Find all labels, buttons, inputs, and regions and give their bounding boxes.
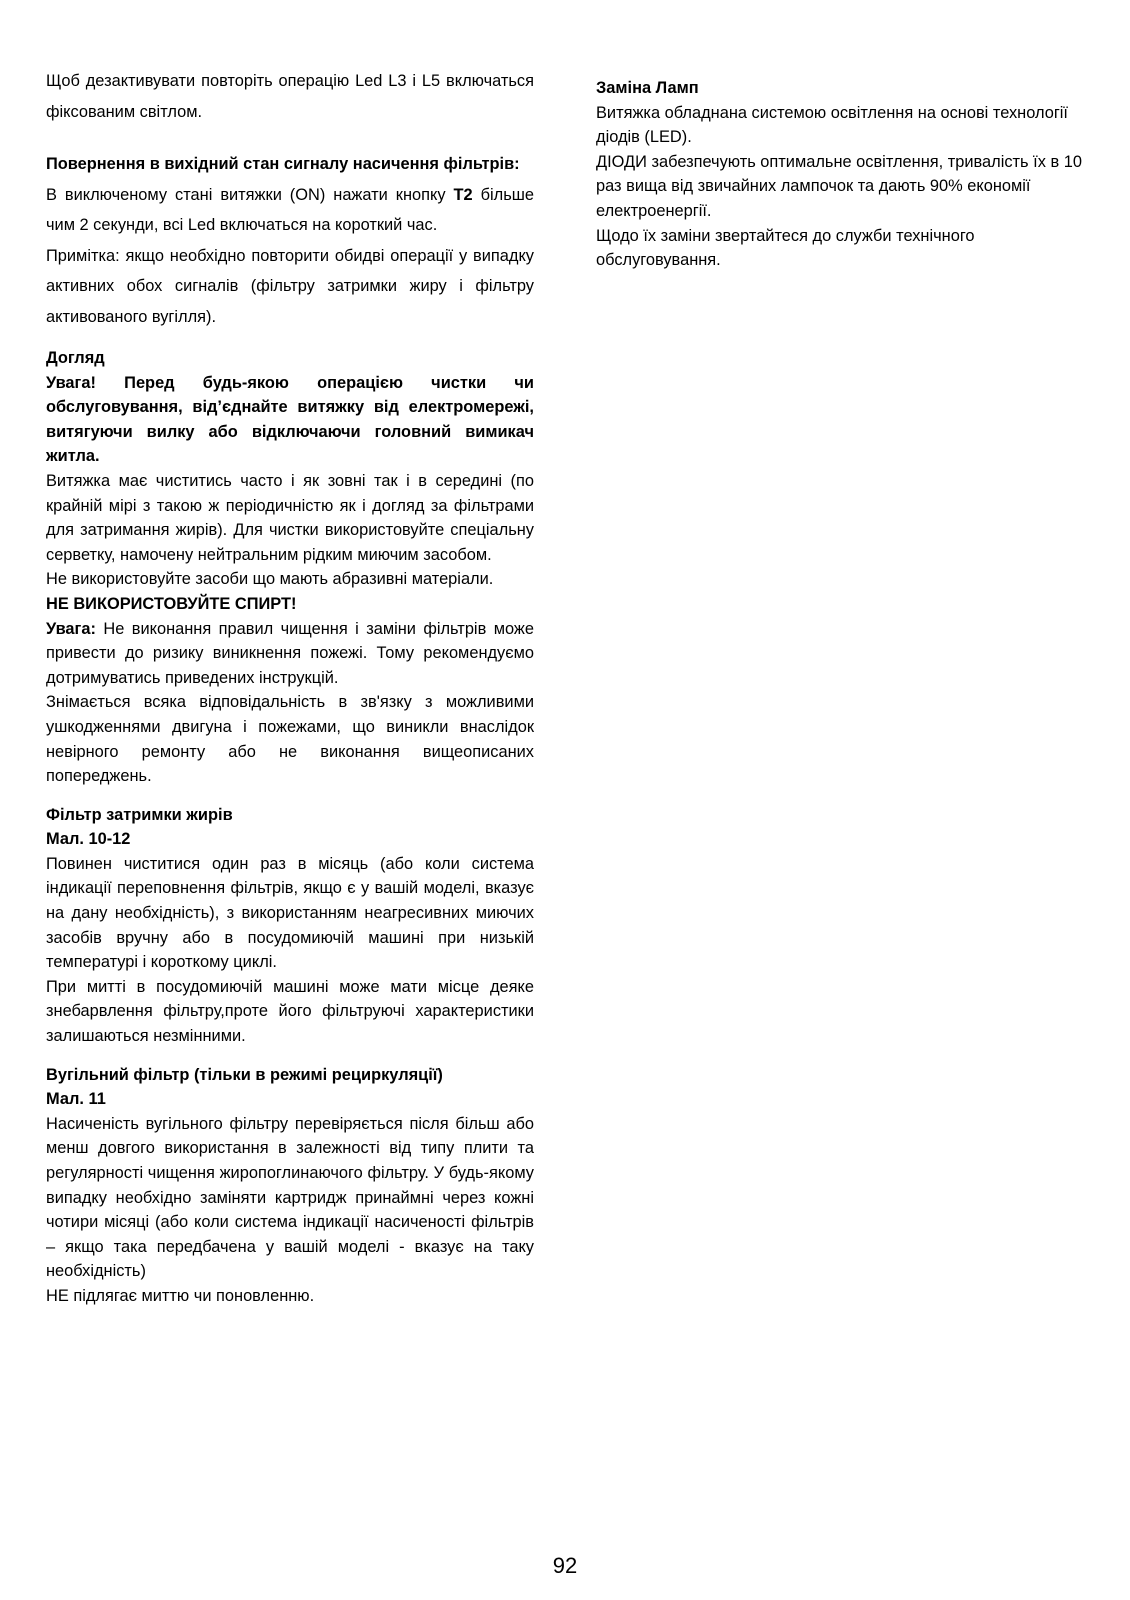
right-column — [596, 76, 1096, 273]
grease-filter-heading: Фільтр затримки жирів — [46, 805, 233, 824]
grease-filter-paragraph-2: При митті в посудомиючій машині може мати місце деяке знебарвлення фільтру,проте його фільтруючі характеристики залишаються незмінними. — [46, 977, 534, 1046]
reset-text-before: В виключеному стані витяжки (ON) нажати кнопку — [46, 185, 454, 204]
carbon-filter-paragraph-2: НЕ підлягає миттю чи поновленню. — [46, 1286, 315, 1305]
t2-button-label: T2 — [453, 185, 473, 204]
care-paragraph-5: Знімається всяка відповідальність в зв'язку з можливими ушкодженнями двигуна і пожежами, що виникли внаслідок невірного ремонту або не виконання вищеописаних попереджень. — [46, 693, 534, 786]
care-no-alcohol: НЕ ВИКОРИСТОВУЙТЕ СПИРТ! — [46, 594, 297, 613]
care-warning-label: Увага: — [46, 619, 96, 638]
reset-paragraph — [46, 180, 534, 241]
carbon-filter-figure: Мал. 11 — [46, 1090, 106, 1109]
lamp-replacement-heading: Заміна Ламп — [596, 79, 699, 97]
reset-heading: Повернення в вихідний стан сигналу насичення фільтрів: — [46, 155, 520, 173]
left-column — [46, 66, 534, 1309]
lamp-paragraph-3: Щодо їх заміни звертайтеся до служби технічного обслуговування. — [596, 226, 975, 270]
lamp-paragraph-2: ДІОДИ забезпечують оптимальне освітлення, тривалість їх в 10 раз вища від звичайних лампочок та дають 90% економії електроенергії. — [596, 152, 1082, 220]
care-warning-text: Не виконання правил чищення і заміни фільтрів може привести до ризику виникнення пожежі. Тому рекомендуємо дотримуватись приведених інструкцій. — [46, 619, 534, 687]
grease-filter-figure: Мал. 10-12 — [46, 830, 131, 849]
reset-text-after: більше чим 2 секунди, всі Led включаться на короткий час. — [46, 185, 534, 234]
lamp-paragraph-1: Витяжка обладнана системою освітлення на основі технології діодів (LED). — [596, 103, 1068, 147]
care-paragraph-2: Не використовуйте засоби що мають абразивні матеріали. — [46, 570, 494, 589]
intro-paragraph: Щоб дезактивувати повторіть операцію Led L3 і L5 включаться фіксованим світлом. — [46, 72, 534, 121]
grease-filter-paragraph-1: Повинен чиститися один раз в місяць (або коли система індикації переповнення фільтрів, якщо є у вашій моделі, вказує на дану необхідність), з використанням неагресивних миючих засобів вручну або в посудомиючій машині при низькій температурі і короткому циклі. — [46, 854, 534, 972]
carbon-filter-heading: Вугільний фільтр (тільки в режимі рециркуляції) — [46, 1065, 443, 1084]
care-heading: Догляд — [46, 349, 105, 367]
reset-note: Примітка: якщо необхідно повторити обидві операції у випадку активних обох сигналів (фільтру затримки жиру і фільтру активованого вугілля). — [46, 246, 534, 326]
carbon-filter-paragraph-1: Насиченість вугільного фільтру перевіряється після більш або менш довгого використання в залежності від типу плити та регулярності чищення жиропоглинаючого фільтру. У будь-якому випадку необхідно заміняти картридж принаймні через кожні чотири місяці (або коли система індикації насиченості фільтрів – якщо така передбачена у вашій моделі - вказує на таку необхідність) — [46, 1114, 534, 1281]
care-paragraph-1: Витяжка має чиститись часто і як зовні так і в середині (по крайній мірі з такою ж періодичністю як і догляд за фільтрами для затримання жирів). Для чистки використовуйте спеціальну серветку, намочену нейтральним рідким миючим засобом. — [46, 471, 534, 564]
care-paragraph-4 — [46, 617, 534, 691]
care-warning: Увага! Перед будь-якою операцією чистки чи обслуговування, від’єднайте витяжку від електромережі, витягуючи вилку або відключаючи головний вимикач житла. — [46, 373, 534, 466]
page-number: 92 — [552, 1553, 578, 1578]
